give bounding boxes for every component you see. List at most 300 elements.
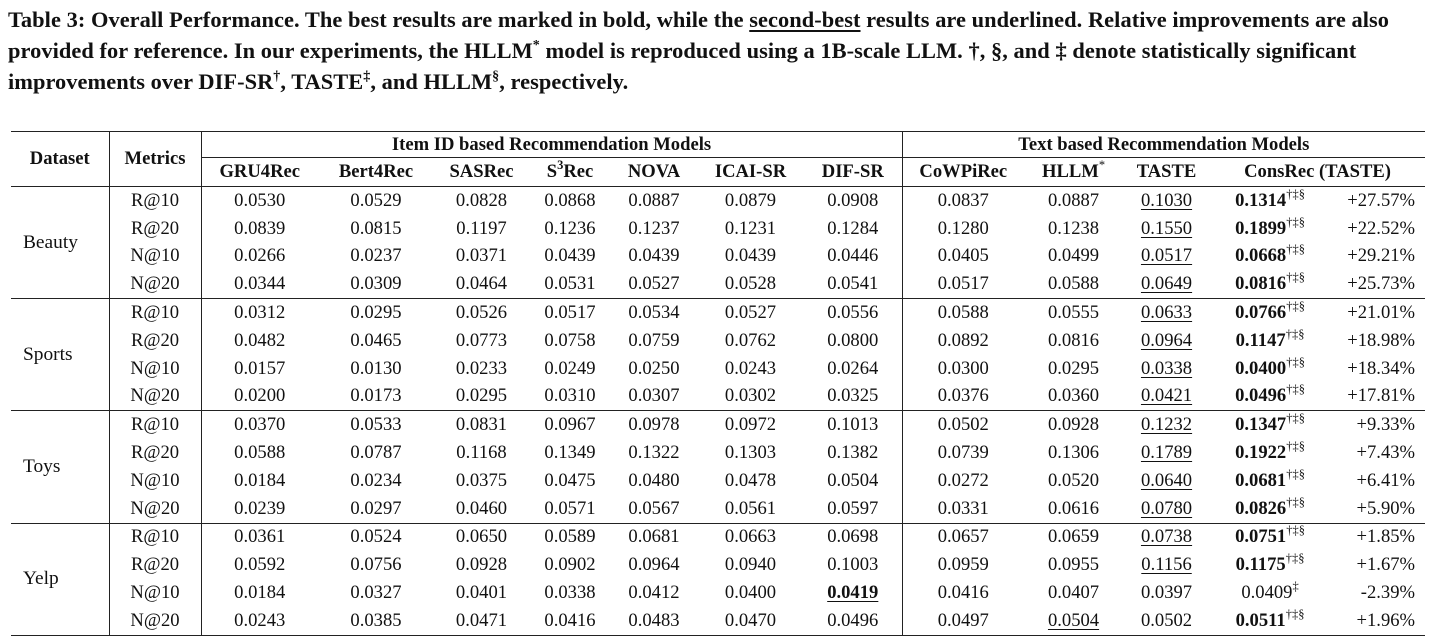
metric-value-text: 0.0887	[628, 189, 680, 211]
metric-value	[611, 579, 697, 607]
metric-value-text: 0.0325	[827, 385, 879, 407]
metric-value-text: 0.0446	[827, 245, 879, 267]
metric-value-text: 0.0815	[350, 217, 402, 239]
relative-improvement: +6.41%	[1356, 469, 1416, 491]
metric-value	[201, 467, 318, 495]
metric-value	[434, 439, 529, 467]
metric-value-text: 0.0839	[234, 217, 286, 239]
metric-value	[611, 495, 697, 523]
metric-value	[434, 270, 529, 298]
col-cowpirec: CoWPiRec	[902, 158, 1024, 187]
table-row	[11, 187, 1425, 215]
metric-value-text: 0.0310	[544, 385, 596, 407]
metric-value-text: 0.0526	[455, 302, 508, 324]
metric-value-text: 0.0955	[1047, 554, 1100, 576]
metric-value-text: 0.0370	[234, 414, 286, 436]
metric-value	[697, 243, 804, 271]
metric-value	[201, 579, 318, 607]
metric-value-text: 0.1314	[1235, 189, 1287, 211]
metric-value-text: 0.1013	[827, 414, 879, 436]
metric-value	[1210, 270, 1330, 298]
metric-value-text: 0.1349	[544, 442, 596, 464]
metric-value	[902, 243, 1024, 271]
table-row	[11, 467, 1425, 495]
metric-value-text: 0.0295	[455, 385, 508, 407]
metric-value	[902, 215, 1024, 243]
dataset-name: Toys	[11, 411, 109, 523]
col-nova: NOVA	[611, 158, 697, 187]
metric-value	[318, 607, 434, 635]
metric-value	[1123, 383, 1210, 411]
metric-value	[1210, 439, 1330, 467]
metric-value-text: 0.0592	[234, 554, 286, 576]
metric-value	[318, 299, 434, 327]
metric-value	[611, 215, 697, 243]
metric-value	[611, 411, 697, 439]
metric-value	[611, 355, 697, 383]
metric-value	[529, 411, 611, 439]
relative-improvement: +18.34%	[1347, 357, 1416, 379]
metric-value	[529, 383, 611, 411]
metric-value-text: 0.0659	[1047, 526, 1100, 548]
metric-value-text: 0.1322	[628, 442, 680, 464]
metric-value	[902, 495, 1024, 523]
metric-value	[1123, 187, 1210, 215]
col-s3rec-tail: Rec	[563, 161, 594, 182]
metric-name: N@10	[109, 579, 201, 607]
metric-value-text: 0.0541	[827, 273, 879, 295]
metric-value	[434, 411, 529, 439]
metric-name: N@20	[109, 383, 201, 411]
metric-value	[201, 383, 318, 411]
metric-value-text: 0.0640	[1140, 469, 1193, 491]
metric-value	[611, 523, 697, 551]
metric-value	[804, 327, 902, 355]
metric-value	[1210, 607, 1330, 635]
metric-name: N@10	[109, 467, 201, 495]
metric-value	[902, 270, 1024, 298]
metric-value	[529, 439, 611, 467]
metric-value	[1123, 523, 1210, 551]
significance-marks: †‡§	[1286, 186, 1305, 201]
metric-value-text: 0.0528	[724, 273, 777, 295]
metric-value-text: 0.0302	[724, 385, 777, 407]
metric-value-text: 0.0751	[1235, 526, 1287, 548]
metric-value	[434, 187, 529, 215]
results-table	[11, 131, 1425, 636]
metric-value-text: 0.1236	[544, 217, 596, 239]
table-row	[11, 355, 1425, 383]
metric-value-text: 0.1168	[456, 442, 507, 464]
metric-value	[201, 215, 318, 243]
relative-improvement: -2.39%	[1360, 582, 1416, 604]
caption-text-5: , and HLLM	[370, 69, 493, 94]
metric-value-text: 0.0588	[1047, 273, 1100, 295]
caption-section: §	[492, 69, 500, 84]
metric-value	[1024, 411, 1123, 439]
metric-value	[201, 299, 318, 327]
metric-value-text: 0.0407	[1047, 582, 1100, 604]
metric-value	[1024, 270, 1123, 298]
metric-value-text: 0.0264	[827, 357, 879, 379]
metric-value-text: 0.0762	[724, 329, 777, 351]
metric-value	[434, 495, 529, 523]
metric-value	[1123, 270, 1210, 298]
significance-marks: †‡§	[1286, 270, 1305, 285]
metric-value	[201, 523, 318, 551]
metric-value	[1210, 523, 1330, 551]
metric-value	[201, 607, 318, 635]
metric-value-text: 0.0868	[544, 189, 596, 211]
metric-name: N@10	[109, 355, 201, 383]
metric-value-text: 0.1232	[1140, 414, 1193, 436]
metric-value	[529, 243, 611, 271]
relative-improvement: +27.57%	[1347, 189, 1416, 211]
metric-value-text: 0.0787	[350, 442, 402, 464]
metric-value-text: 0.0589	[544, 526, 596, 548]
significance-marks: †‡§	[1285, 551, 1305, 566]
table-row	[11, 383, 1425, 411]
metric-value-text: 0.0517	[937, 273, 989, 295]
metric-value-text: 0.0375	[455, 469, 508, 491]
metric-value	[611, 607, 697, 635]
metric-value	[697, 355, 804, 383]
col-s3rec-s: S	[546, 161, 558, 182]
col-hllm	[1024, 158, 1123, 187]
metric-value-text: 0.0483	[628, 609, 680, 631]
metric-value-text: 0.0307	[628, 385, 680, 407]
metric-value	[318, 187, 434, 215]
table-row	[11, 607, 1425, 635]
metric-value	[1024, 243, 1123, 271]
metric-value-text: 0.0385	[350, 609, 402, 631]
metric-value	[529, 187, 611, 215]
metric-value-text: 0.0800	[827, 329, 879, 351]
metric-value	[318, 215, 434, 243]
metric-value-text: 0.0633	[1140, 302, 1193, 324]
metric-value-text: 0.0902	[544, 554, 596, 576]
metric-value	[201, 495, 318, 523]
metric-value	[1024, 579, 1123, 607]
metric-value	[804, 579, 902, 607]
metric-value	[318, 327, 434, 355]
table-row	[11, 270, 1425, 298]
metric-value	[1210, 551, 1330, 579]
metric-value-text: 0.0556	[827, 302, 879, 324]
relative-improvement: +9.33%	[1356, 414, 1416, 436]
metric-value-text: 0.1237	[628, 217, 680, 239]
col-s3rec	[529, 158, 611, 187]
metric-value-text: 0.0200	[234, 385, 286, 407]
metric-value-text: 0.1156	[1141, 554, 1192, 576]
metric-value-text: 0.0400	[724, 582, 777, 604]
metric-value-text: 0.0529	[350, 189, 402, 211]
metric-value-text: 0.0959	[937, 554, 989, 576]
metric-value-text: 0.0739	[937, 442, 989, 464]
metric-value-text: 0.0439	[628, 245, 680, 267]
metric-name: R@10	[109, 187, 201, 215]
metric-value	[804, 411, 902, 439]
dataset-name: Sports	[11, 299, 109, 411]
metric-value-text: 0.0360	[1047, 385, 1100, 407]
metric-value-text: 0.0184	[234, 582, 286, 604]
metric-value	[611, 439, 697, 467]
metric-value	[804, 467, 902, 495]
metric-value	[1024, 215, 1123, 243]
metric-value	[529, 327, 611, 355]
metric-value-text: 0.0416	[544, 609, 596, 631]
metric-value-text: 0.0439	[544, 245, 596, 267]
metric-value-text: 0.0419	[827, 582, 879, 604]
metric-value-text: 0.0478	[724, 469, 777, 491]
relative-improvement: +5.90%	[1330, 495, 1425, 523]
metric-value	[434, 299, 529, 327]
metric-value	[529, 579, 611, 607]
col-dif-sr: DIF-SR	[804, 158, 902, 187]
metric-name: R@20	[109, 439, 201, 467]
metric-value	[804, 523, 902, 551]
metric-value	[1123, 299, 1210, 327]
metric-value-text: 0.0409	[1241, 582, 1293, 604]
table-row	[11, 579, 1425, 607]
table-row	[11, 411, 1425, 439]
relative-improvement: +17.81%	[1330, 383, 1425, 411]
metric-value	[697, 411, 804, 439]
relative-improvement: +25.73%	[1330, 270, 1425, 298]
metric-value	[1024, 327, 1123, 355]
table-row	[11, 327, 1425, 355]
metric-value-text: 0.0464	[455, 273, 508, 295]
relative-improvement: +29.21%	[1347, 245, 1416, 267]
metric-value	[201, 243, 318, 271]
col-bert4rec: Bert4Rec	[318, 158, 434, 187]
metric-value-text: 0.0130	[350, 357, 402, 379]
caption-text-6: , respectively.	[499, 69, 629, 94]
metric-value-text: 0.0243	[724, 357, 777, 379]
col-taste: TASTE	[1123, 158, 1210, 187]
caption-text-1: Table 3: Overall Performance. The best results are marked in bold, while the	[8, 7, 750, 32]
metric-value	[1123, 355, 1210, 383]
caption-underlined-term: second-best	[749, 7, 861, 32]
metric-name: R@20	[109, 327, 201, 355]
relative-improvement: +18.98%	[1347, 329, 1416, 351]
table-row	[11, 439, 1425, 467]
metric-value-text: 0.1147	[1235, 329, 1286, 351]
metric-value	[1123, 327, 1210, 355]
metric-value	[697, 467, 804, 495]
metric-value-text: 0.1550	[1140, 217, 1193, 239]
metric-value-text: 0.0588	[234, 442, 286, 464]
metric-value-text: 0.1197	[456, 217, 507, 239]
metric-value-text: 0.0887	[1047, 189, 1100, 211]
significance-marks: †‡§	[1285, 606, 1305, 621]
metric-value	[318, 355, 434, 383]
metric-value	[902, 551, 1024, 579]
metric-value-text: 0.0972	[724, 414, 777, 436]
significance-marks: †‡§	[1286, 382, 1305, 397]
metric-value	[434, 579, 529, 607]
metric-value-text: 0.0520	[1047, 469, 1100, 491]
relative-improvement: +1.96%	[1330, 607, 1425, 635]
metric-name: N@20	[109, 270, 201, 298]
metric-value	[434, 383, 529, 411]
metric-value-text: 0.0266	[234, 245, 286, 267]
metric-value-text: 0.1238	[1047, 217, 1100, 239]
metric-value	[529, 607, 611, 635]
caption-text-4: , TASTE	[280, 69, 364, 94]
metric-value-text: 0.0964	[1140, 329, 1193, 351]
header-group-id-models: Item ID based Recommendation Models	[201, 132, 902, 158]
metric-value	[1210, 495, 1330, 523]
metric-value-text: 0.0616	[1047, 497, 1100, 519]
metric-value-text: 0.0338	[1140, 357, 1193, 379]
metric-value	[201, 411, 318, 439]
metric-name: R@20	[109, 215, 201, 243]
metric-value-text: 0.1306	[1047, 442, 1100, 464]
metric-value	[804, 495, 902, 523]
metric-value-text: 0.0234	[350, 469, 402, 491]
significance-marks: †‡§	[1286, 523, 1305, 538]
metric-value	[1210, 215, 1330, 243]
metric-value-text: 0.1347	[1235, 414, 1287, 436]
metric-value	[318, 270, 434, 298]
metric-value-text: 0.0555	[1047, 302, 1100, 324]
metric-value	[804, 187, 902, 215]
table-row	[11, 523, 1425, 551]
metric-value-text: 0.0567	[628, 497, 680, 519]
metric-value	[611, 327, 697, 355]
col-sasrec: SASRec	[434, 158, 529, 187]
relative-improvement: +22.52%	[1347, 217, 1416, 239]
significance-marks: ‡	[1292, 579, 1299, 594]
metric-name: R@10	[109, 411, 201, 439]
metric-value	[1210, 467, 1330, 495]
col-hllm-label: HLLM	[1041, 161, 1099, 182]
metric-value-text: 0.0668	[1235, 245, 1287, 267]
significance-marks: †‡§	[1286, 214, 1305, 229]
metric-value	[1210, 187, 1330, 215]
metric-value-text: 0.0338	[544, 582, 596, 604]
metric-value-text: 0.1003	[827, 554, 879, 576]
metric-value-text: 0.0780	[1140, 497, 1193, 519]
metric-value	[902, 607, 1024, 635]
metric-value-text: 0.0597	[827, 497, 879, 519]
metric-value-text: 0.0571	[544, 497, 596, 519]
metric-value	[611, 467, 697, 495]
metric-value-text: 0.0978	[628, 414, 680, 436]
significance-marks: †‡§	[1285, 326, 1305, 341]
metric-value-text: 0.0327	[350, 582, 402, 604]
metric-value	[902, 411, 1024, 439]
col-gru4rec: GRU4Rec	[201, 158, 318, 187]
metric-value-text: 0.0460	[455, 497, 508, 519]
metric-name: R@10	[109, 299, 201, 327]
metric-value-text: 0.0681	[628, 526, 680, 548]
metric-value-text: 0.0400	[1235, 357, 1287, 379]
metric-value	[1024, 355, 1123, 383]
metric-value	[529, 551, 611, 579]
metric-name: N@10	[109, 243, 201, 271]
caption-text-2: results are underlined. Relative improvements are also provided for reference. In our experiments, the HLLM	[8, 7, 1389, 63]
metric-value	[1123, 215, 1210, 243]
relative-improvement: +21.01%	[1347, 302, 1416, 324]
metric-value	[804, 243, 902, 271]
dataset-name: Beauty	[11, 187, 109, 299]
metric-value-text: 0.0588	[937, 302, 989, 324]
caption-star: *	[532, 38, 540, 53]
metric-value-text: 0.0475	[544, 469, 596, 491]
significance-marks: †‡§	[1286, 354, 1305, 369]
caption-ddagger: ‡	[363, 69, 371, 84]
metric-value-text: 0.0504	[827, 469, 879, 491]
metric-value-text: 0.0344	[234, 273, 286, 295]
col-s3rec-sup: 3	[557, 158, 564, 172]
metric-value	[1210, 299, 1330, 327]
metric-value	[697, 495, 804, 523]
metric-value-text: 0.0497	[937, 609, 989, 631]
metric-value	[318, 467, 434, 495]
metric-value	[902, 327, 1024, 355]
metric-value	[318, 439, 434, 467]
metric-value	[318, 495, 434, 523]
metric-value-text: 0.0527	[724, 302, 777, 324]
metric-value	[902, 439, 1024, 467]
metric-value-text: 0.0511	[1235, 609, 1286, 631]
metric-value	[1210, 411, 1330, 439]
metric-value	[611, 299, 697, 327]
metric-value-text: 0.0663	[724, 526, 777, 548]
metric-value	[697, 579, 804, 607]
metric-value-text: 0.0964	[628, 554, 680, 576]
header-metrics: Metrics	[109, 132, 201, 187]
metric-value-text: 0.0502	[937, 414, 989, 436]
table-row	[11, 299, 1425, 327]
metric-value	[201, 355, 318, 383]
table-body	[11, 187, 1425, 636]
metric-value	[1024, 299, 1123, 327]
metric-value	[434, 523, 529, 551]
metric-value-text: 0.0471	[455, 609, 508, 631]
metric-name: R@10	[109, 523, 201, 551]
metric-value-text: 0.0233	[455, 357, 508, 379]
metric-value	[697, 270, 804, 298]
metric-value	[902, 579, 1024, 607]
metric-value-text: 0.0361	[234, 526, 286, 548]
caption-dagger: †	[273, 69, 281, 84]
metric-value-text: 0.0499	[1047, 245, 1100, 267]
metric-value	[1123, 607, 1210, 635]
metric-value-text: 0.0908	[827, 189, 879, 211]
metric-value	[201, 270, 318, 298]
metric-value	[201, 327, 318, 355]
metric-value-text: 0.0756	[350, 554, 402, 576]
metric-value	[1210, 355, 1330, 383]
metric-value-text: 0.1899	[1235, 217, 1287, 239]
metric-value	[1024, 467, 1123, 495]
col-icai-sr: ICAI-SR	[697, 158, 804, 187]
table-row	[11, 243, 1425, 271]
metric-name: N@20	[109, 495, 201, 523]
metric-value-text: 0.0397	[1140, 582, 1193, 604]
metric-value	[611, 383, 697, 411]
col-hllm-sup: *	[1098, 158, 1106, 172]
metric-value	[1024, 495, 1123, 523]
metric-value-text: 0.0650	[455, 526, 508, 548]
metric-value-text: 0.0773	[455, 329, 508, 351]
metric-value	[1123, 243, 1210, 271]
significance-marks: †‡§	[1286, 411, 1305, 426]
metric-value-text: 0.0295	[1047, 357, 1100, 379]
